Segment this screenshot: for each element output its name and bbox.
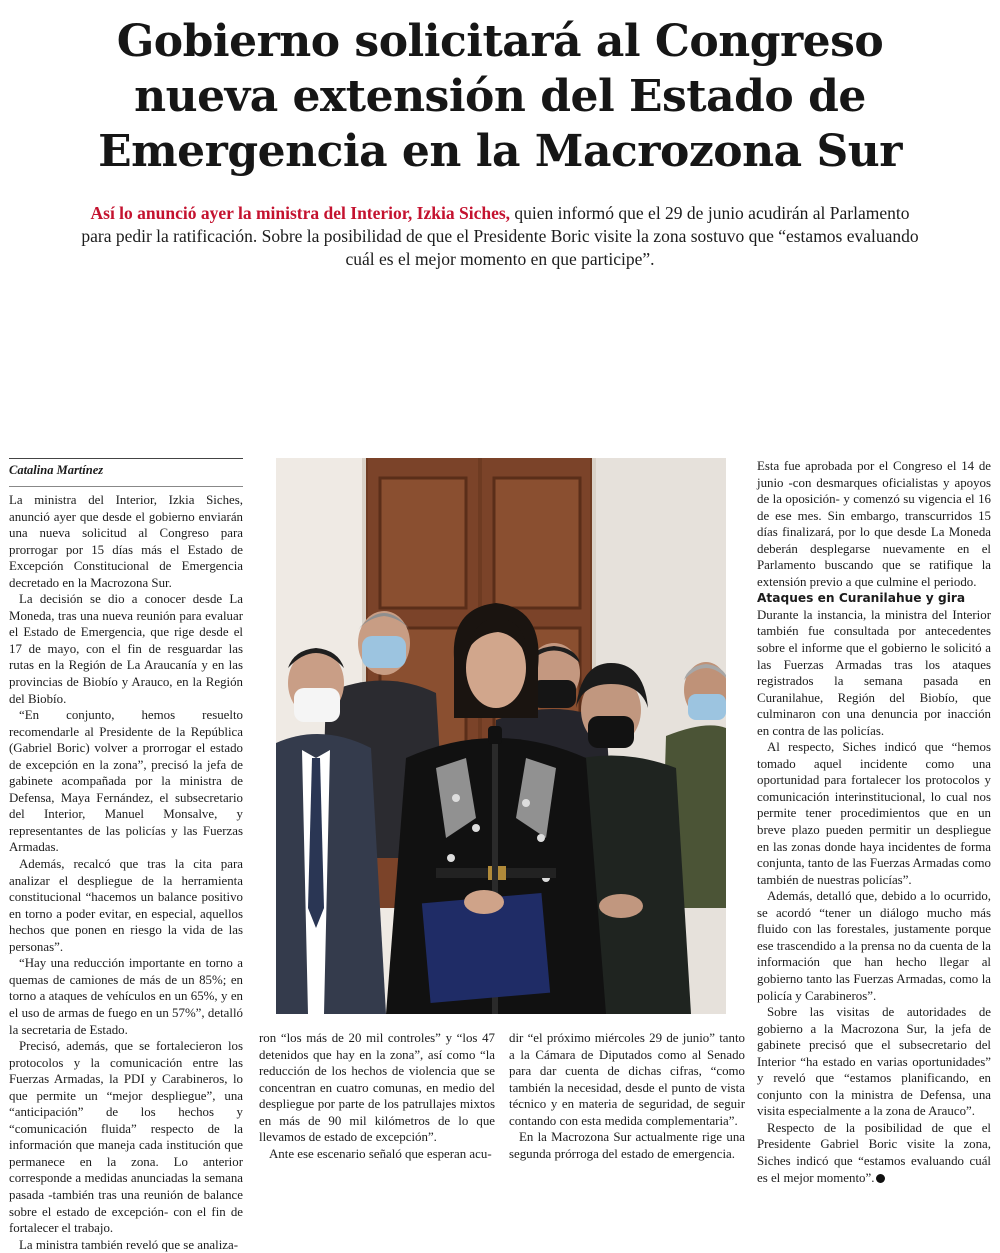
section-subheading: Ataques en Curanilahue y gira bbox=[757, 591, 966, 606]
photo-illustration bbox=[276, 458, 726, 1014]
paragraph: En la Macrozona Sur actualmente rige una segunda prórroga del estado de emergencia. bbox=[509, 1130, 745, 1161]
paragraph: Además, recalcó que tras la cita para analizar el despliegue de la herramienta constitucional “hacemos un balance positivo en torno a poder evitar, en especial, aquellos hechos que ponen en riesgo la vida de las personas”. bbox=[9, 857, 243, 954]
lead-paragraph bbox=[80, 202, 920, 271]
column-4 bbox=[757, 458, 991, 1186]
paragraph: ron “los más de 20 mil controles” y “los 47 detenidos que hay en la zona”, así como “la reducción de los hechos de violencia que se concentran en cuatro comunas, en medio del despliegue por parte de los patrullajes mixtos en más de 90 mil kilómetros de lo que llevamos de estado de excepción”. bbox=[259, 1031, 495, 1145]
headline-line: Emergencia en la Macrozona Sur bbox=[98, 126, 902, 177]
paragraph: Ante ese escenario señaló que esperan acu- bbox=[269, 1146, 492, 1161]
paragraph-final bbox=[757, 1120, 991, 1186]
divider bbox=[9, 486, 243, 487]
paragraph: Al respecto, Siches indicó que “hemos tomado aquel incidente como una oportunidad para fortalecer los protocolos y comunicación interinstitucional, lo cual nos permite tener procedimientos que en un breve plazo pueden permitir un despliegue en las zonas donde haya incidentes de forma conjunta, tanto de las Fuerzas Armadas como también de nuestras policías”. bbox=[757, 740, 991, 887]
column-1 bbox=[9, 458, 243, 1253]
paragraph: “En conjunto, hemos resuelto recomendarle al Presidente de la República (Gabriel Boric) volver a prorrogar el estado de excepción en la zona”, precisó la jefa de gabinete acompañada por la ministra de Defensa, Maya Fernández, el subsecretario del Interior, Manuel Monsalve, y representantes de las policías y las Fuerzas Armadas. bbox=[9, 708, 243, 855]
headline bbox=[40, 14, 960, 179]
column-2-bottom bbox=[259, 1030, 495, 1162]
paragraph: La ministra del Interior, Izkia Siches, anunció ayer que desde el gobierno enviarán una nueva solicitud al Congreso para prorrogar por 15 días más el Estado de Excepción Constitucional de Emergencia decretado en la Macrozona Sur. bbox=[9, 493, 243, 590]
lead-text: quien informó que el 29 de junio acudirán al Parlamento para pedir la ratificación. Sobre la posibilidad de que el Presidente Boric visite la zona sostuvo que “estamos evaluando cuál es el mejor momento en que participe”. bbox=[81, 203, 919, 269]
paragraph: “Hay una reducción importante en torno a quemas de camiones de más de un 85%; en torno a ataques de vehículos en un 65%, y en el uso de armas de fuego en un 57%”, detalló la secretaria de Estado. bbox=[9, 956, 243, 1037]
end-mark-icon bbox=[876, 1174, 885, 1183]
headline-line: Gobierno solicitará al Congreso bbox=[116, 16, 884, 67]
paragraph: dir “el próximo miércoles 29 de junio” tanto a la Cámara de Diputados como al Senado para dar cuenta de dichas cifras, “como también la necesidad, desde el punto de vista técnico y en materia de seguridad, de seguir contando con esta medida complementaria”. bbox=[509, 1031, 745, 1128]
paragraph: Sobre las visitas de autoridades de gobierno a la Macrozona Sur, la jefa de gabinete precisó que el subsecretario del Interior “ha estado en varias oportunidades” y reveló que “estamos planificando, en conjunto con la ministra de Defensa, una visita especialmente a la zona de Arauco”. bbox=[757, 1005, 991, 1119]
lead-highlight: Así lo anunció ayer la ministra del Interior, Izkia Siches, bbox=[90, 203, 511, 223]
paragraph: La decisión se dio a conocer desde La Moneda, tras una nueva reunión para evaluar el Estado de Emergencia, que rige desde el 17 de mayo, con el fin de resguardar las rutas en la Región de La Araucanía y en las provincias de Biobío y Arauco, en la Región del Biobío. bbox=[9, 592, 243, 706]
byline: Catalina Martínez bbox=[9, 463, 104, 477]
paragraph: Durante la instancia, la ministra del Interior también fue consultada por antecedentes sobre el informe que el gobierno le solicitó a las Fuerzas Armadas tras los ataques registrados la semana pasada en Curanilahue, Región del Biobío, que culminaron con una denuncia por inacción en contra de las policías. bbox=[757, 607, 991, 738]
news-photo bbox=[276, 458, 726, 1014]
paragraph: La ministra también reveló que se analiza- bbox=[19, 1237, 239, 1252]
headline-line: nueva extensión del Estado de bbox=[134, 71, 866, 122]
column-3-bottom bbox=[509, 1030, 745, 1162]
paragraph: Además, detalló que, debido a lo ocurrido, se acordó “tener un diálogo mucho más fluido con las forestales, justamente porque ese trascendido a la prensa no da cuenta de la información que han hecho llegar al gobierno tanto las Fuerzas Armadas, como la policía y Carabineros”. bbox=[757, 889, 991, 1003]
paragraph: Precisó, además, que se fortalecieron los protocolos y la comunicación entre las Fuerzas Armadas, la PDI y Carabineros, lo que permite un “mejor despliegue”, una “anticipación” de los hechos y “comunicación fluida” respecto de la información que maneja cada institución que permanece en la zona. Lo anterior corresponde a medidas anunciadas la semana pasada -también tras una reunión de balance sobre el estado de excepción- con el fin de fortalecer el trabajo. bbox=[9, 1039, 243, 1236]
divider bbox=[9, 458, 243, 459]
paragraph: Esta fue aprobada por el Congreso el 14 de junio -con desmarques oficialistas y apoyos de la oposición- y comenzó su vigencia el 16 de ese mes. Sin embargo, transcurridos 15 días finalizará, por lo que desde La Moneda deberán desplegarse nuevamente en el Parlamento buscando que se ratifique la extensión previo a que culmine el periodo. bbox=[757, 459, 991, 589]
final-text: Respecto de la posibilidad de que el Presidente Gabriel Boric visite la zona, Siches indicó que “estamos evaluando cuál es el mejor momento”. bbox=[757, 1120, 991, 1185]
